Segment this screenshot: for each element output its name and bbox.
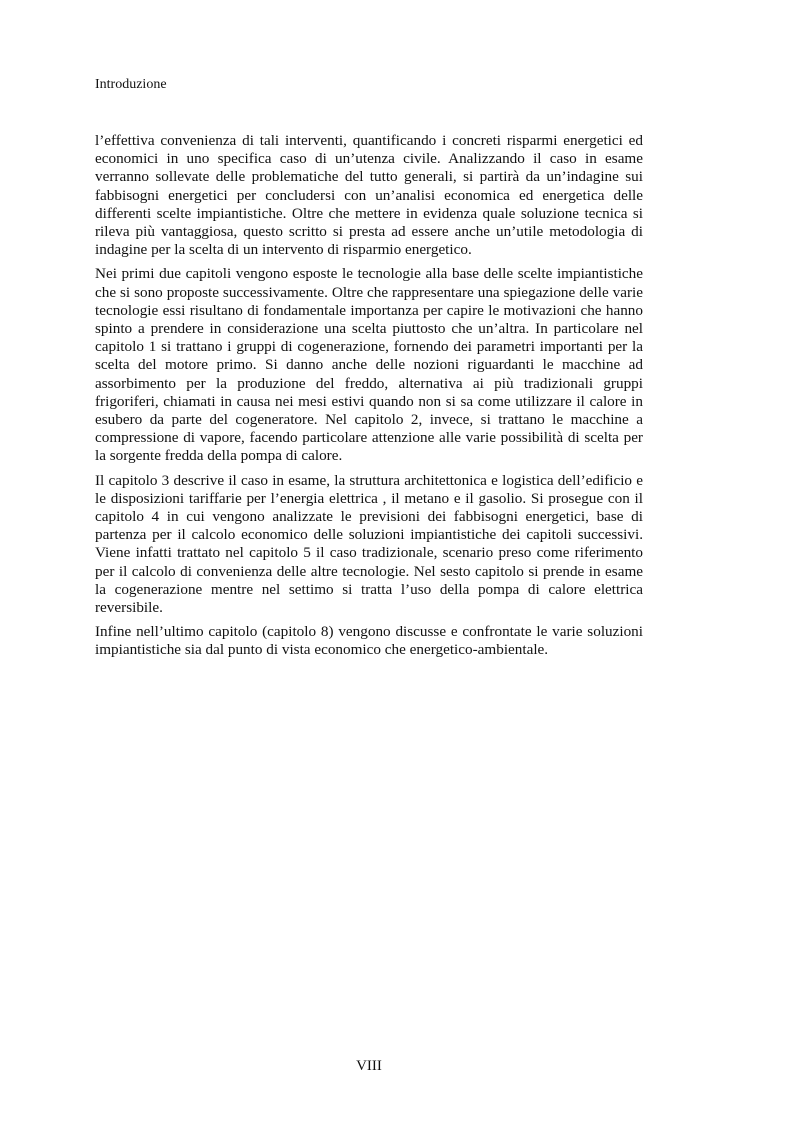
body-text	[95, 132, 643, 666]
paragraph-1: l’effettiva convenienza di tali interventi, quantificando i concreti risparmi energetici ed economici in uno specifica caso di un’utenza civile. Analizzando il caso in esame verranno sollevate delle problematiche del tutto generali, si partirà da un’indagine sui fabbisogni energetici per concludersi con un’analisi economica ed energetica delle differenti scelte impiantistiche. Oltre che mettere in evidenza quale soluzione tecnica si rileva più vantaggiosa, questo scritto si presta ad essere anche un’utile metodologia di indagine per la scelta di un intervento di risparmio energetico.	[95, 132, 643, 259]
paragraph-3: Il capitolo 3 descrive il caso in esame, la struttura architettonica e logistica dell’edificio e le disposizioni tariffarie per l’energia elettrica , il metano e il gasolio. Si prosegue con il capitolo 4 in cui vengono analizzate le previsioni dei fabbisogni energetici, base di partenza per il calcolo economico delle soluzioni impiantistiche dei capitoli successivi. Viene infatti trattato nel capitolo 5 il caso tradizionale, scenario preso come riferimento per il calcolo di convenienza delle altre tecnologie. Nel sesto capitolo si prende in esame la cogenerazione mentre nel settimo si tratta l’uso della pompa di calore elettrica reversibile.	[95, 471, 643, 617]
running-header: Introduzione	[95, 77, 167, 92]
page-number: VIII	[356, 1058, 382, 1074]
paragraph-4: Infine nell’ultimo capitolo (capitolo 8) vengono discusse e confrontate le varie soluzioni impiantistiche sia dal punto di vista economico che energetico-ambientale.	[95, 623, 643, 659]
paragraph-2: Nei primi due capitoli vengono esposte le tecnologie alla base delle scelte impiantistiche che si sono proposte successivamente. Oltre che rappresentare una spiegazione delle varie tecnologie essi risultano di fondamentale importanza per capire le motivazioni che hanno spinto a prendere in considerazione una scelta piuttosto che un’altra. In particolare nel capitolo 1 si trattano i gruppi di cogenerazione, fornendo dei parametri importanti per la scelta del motore primo. Si danno anche delle nozioni riguardanti le macchine ad assorbimento per la produzione del freddo, alternativa ai più tradizionali gruppi frigoriferi, chiamati in causa nei mesi estivi quando non si sa come utilizzare il calore in esubero da parte del cogeneratore. Nel capitolo 2, invece, si trattano le macchine a compressione di vapore, facendo particolare attenzione alle varie possibilità di scelta per la sorgente fredda della pompa di calore.	[95, 265, 643, 465]
